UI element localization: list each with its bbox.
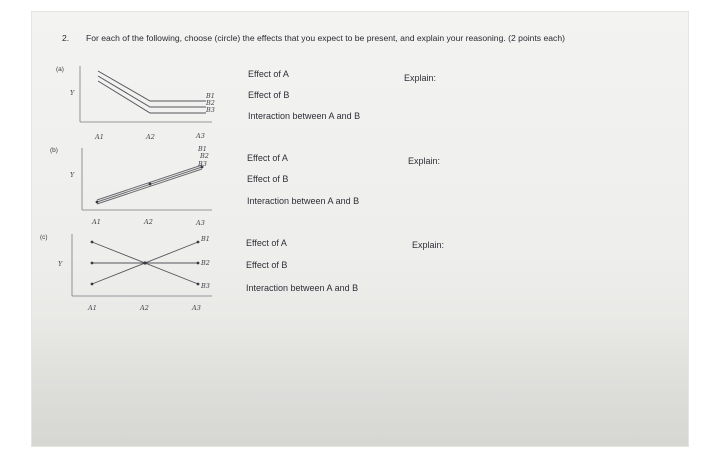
graph-a-y-label: Y — [70, 89, 75, 97]
graph-c-a3-label: A3 — [192, 304, 201, 312]
graph-b-a2-label: A2 — [144, 218, 153, 226]
graph-c-point — [91, 283, 94, 286]
question-number: 2. — [62, 33, 70, 43]
graph-b-a3-label: A3 — [196, 219, 205, 227]
graph-b-y-label: Y — [70, 171, 75, 179]
graph-a-b2-label: B2 — [206, 99, 215, 107]
part-label-b: (b) — [50, 147, 58, 154]
part-b-explain-label: Explain: — [408, 156, 441, 166]
graph-c-b1-label: B1 — [201, 235, 210, 243]
part-label-c: (c) — [40, 234, 48, 241]
part-c-effect-b[interactable]: Effect of B — [246, 260, 288, 270]
graph-b-b1-label: B1 — [198, 145, 207, 153]
graph-a-b3-label: B3 — [206, 106, 215, 114]
graph-c — [56, 226, 222, 318]
graph-a-a2-label: A2 — [146, 133, 155, 141]
graph-a-b1-label: B1 — [206, 92, 215, 100]
graph-b-point — [149, 183, 152, 186]
paper-shadow — [32, 316, 688, 446]
graph-c-a2-label: A2 — [140, 304, 149, 312]
part-a-interaction[interactable]: Interaction between A and B — [248, 111, 361, 121]
graph-c-point — [197, 262, 200, 265]
graph-b-line-b1 — [97, 165, 202, 200]
part-b-effect-b[interactable]: Effect of B — [247, 174, 289, 184]
part-a-explain-label: Explain: — [404, 73, 437, 83]
graph-c-a1-label: A1 — [88, 304, 97, 312]
graph-c-point — [197, 283, 200, 286]
graph-c-b2-label: B2 — [201, 259, 210, 267]
graph-b-a1-label: A1 — [92, 218, 101, 226]
part-label-a: (a) — [56, 66, 64, 73]
part-c-explain-label: Explain: — [412, 240, 445, 250]
graph-c-point — [91, 241, 94, 244]
graph-c-point — [197, 241, 200, 244]
graph-c-y-label: Y — [58, 260, 63, 268]
graph-b — [62, 142, 222, 232]
part-c-interaction[interactable]: Interaction between A and B — [246, 283, 359, 293]
part-c-effect-a[interactable]: Effect of A — [246, 238, 287, 248]
graph-a-a1-label: A1 — [95, 133, 104, 141]
graph-c-point — [143, 261, 146, 264]
graph-b-b3-label: B3 — [198, 160, 207, 168]
part-b-effect-a[interactable]: Effect of A — [247, 153, 288, 163]
graph-b-point — [96, 201, 99, 204]
graph-b-b2-label: B2 — [200, 152, 209, 160]
question-text: For each of the following, choose (circle) the effects that you expect to be present, and explain your reasoning. (2 points each) — [86, 33, 565, 43]
part-b-interaction[interactable]: Interaction between A and B — [247, 196, 360, 206]
part-a-effect-b[interactable]: Effect of B — [248, 90, 290, 100]
graph-b-line-b3 — [97, 169, 202, 204]
graph-c-point — [91, 262, 94, 265]
graph-a — [62, 62, 222, 148]
part-a-effect-a[interactable]: Effect of A — [248, 69, 289, 79]
graph-c-b3-label: B3 — [201, 282, 210, 290]
graph-a-a3-label: A3 — [196, 132, 205, 140]
